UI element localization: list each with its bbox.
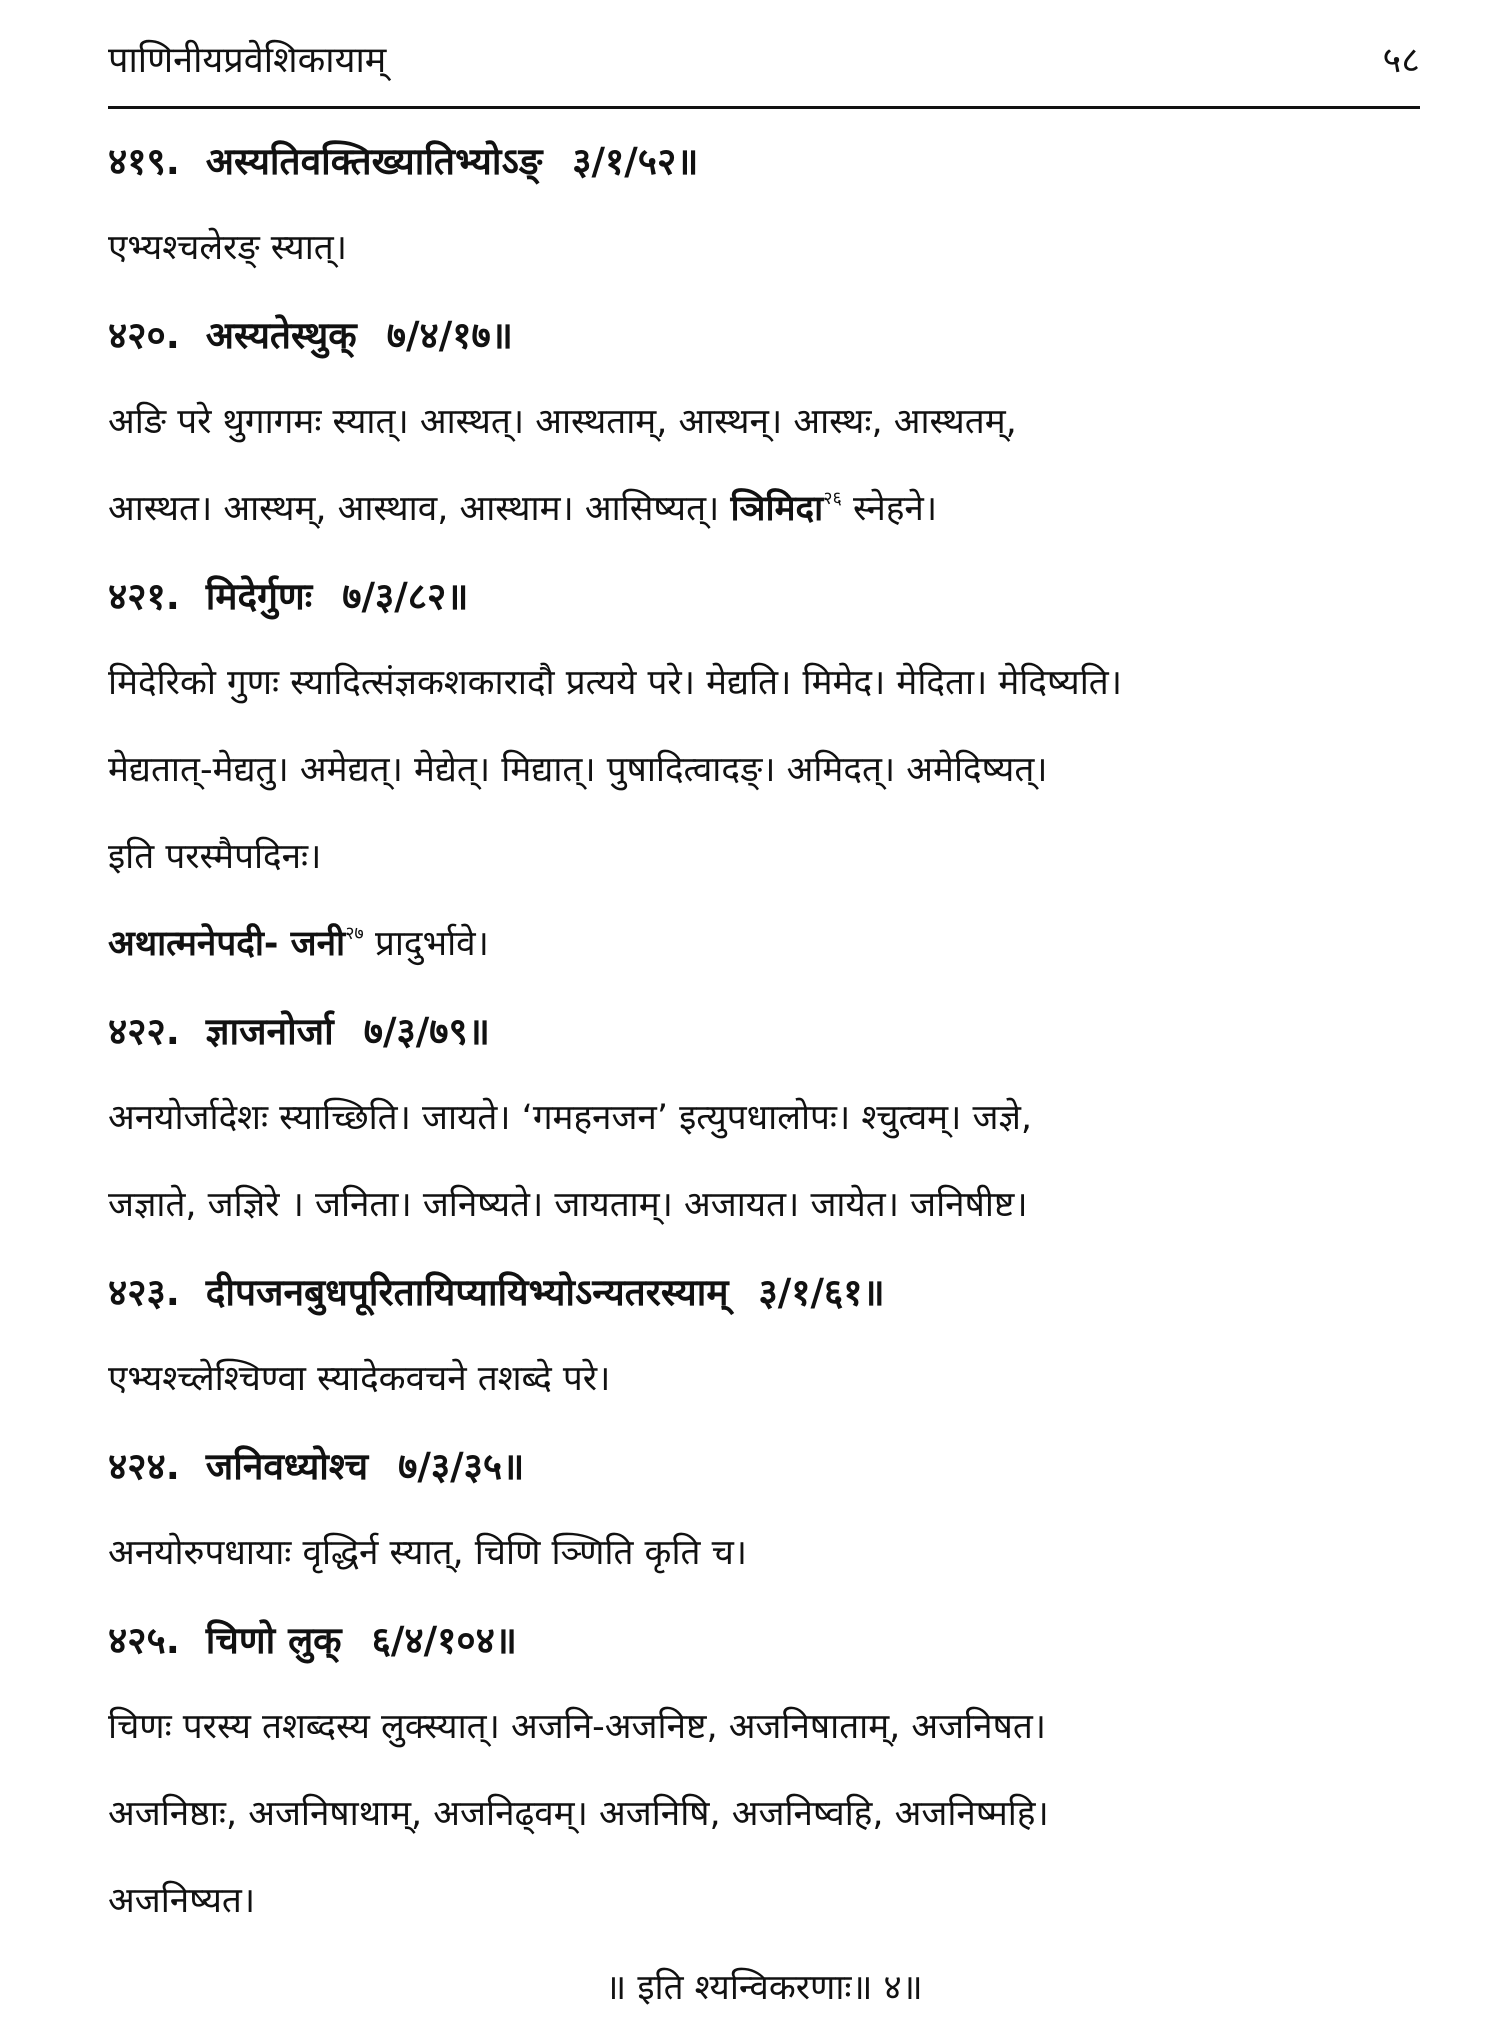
commentary-line: अजनिष्यत। [108, 1881, 256, 1921]
commentary-line: एभ्यश्च्लेश्चिण्वा स्यादेकवचने तशब्दे परे। [108, 1359, 611, 1399]
commentary-text: स्नेहने। [853, 489, 938, 529]
commentary-line: अजनिष्ठाः, अजनिषाथाम्, अजनिढ्वम्। अजनिषि, अजनिष्वहि, अजनिष्महि। [108, 1794, 1049, 1834]
sutra-reference: ७/३/७९॥ [363, 1010, 490, 1053]
commentary-text: आस्थत। आस्थम्, आस्थाव, आस्थाम। आसिष्यत्। [108, 489, 720, 529]
sutra-heading [108, 292, 1420, 379]
section-end-marker: ॥ इति श्यन्विकरणाः॥ ४॥ [605, 1968, 923, 2008]
book-title: पाणिनीयप्रवेशिकायाम् [108, 40, 387, 81]
sutra-text: दीपजनबुधपूरितायिप्यायिभ्योऽन्यतरस्याम् [205, 1271, 729, 1314]
sutra-text: जनिवध्योश्च [205, 1445, 369, 1488]
commentary-line: मेद्यतात्-मेद्यतु। अमेद्यत्। मेद्येत्। मिद्यात्। पुषादित्वादङ्। अमिदत्। अमेदिष्यत्। [108, 750, 1048, 790]
sutra-number: ४२४. [108, 1445, 180, 1488]
sutra-reference: ६/४/१०४॥ [371, 1619, 517, 1662]
commentary-line: अनयोर्जादेशः स्याच्छिति। जायते। ‘गमहनजन’ इत्युपधालोपः। श्चुत्वम्। जज्ञे, [108, 1098, 1033, 1138]
section-title: अथात्मनेपदी- जनी [108, 924, 346, 964]
commentary-line: इति परस्मैपदिनः। [108, 837, 322, 877]
sutra-reference: ३/१/६१॥ [758, 1271, 885, 1314]
sutra-reference: ७/३/८२॥ [342, 575, 469, 618]
commentary-line: एभ्यश्चलेरङ् स्यात्। [108, 228, 347, 268]
sutra-number: ४१९. [108, 140, 180, 183]
sutra-heading [108, 553, 1420, 640]
sutra-reference: ७/३/३५॥ [398, 1445, 525, 1488]
sutra-reference: ३/१/५२॥ [572, 140, 699, 183]
commentary-line [108, 466, 1420, 553]
sutra-number: ४२०. [108, 314, 180, 357]
sutra-heading [108, 1423, 1420, 1510]
sutra-number: ४२१. [108, 575, 180, 618]
dhatu-name: ञिमिदा [730, 489, 824, 529]
page-header [108, 28, 1420, 92]
page-number: ५८ [1382, 40, 1420, 81]
sutra-text: ज्ञाजनोर्जा [205, 1010, 334, 1053]
sutra-heading [108, 988, 1420, 1075]
sutra-number: ४२५. [108, 1619, 180, 1662]
commentary-line: चिणः परस्य तशब्दस्य लुक्स्यात्। अजनि-अजनिष्ट, अजनिषाताम्, अजनिषत। [108, 1707, 1047, 1747]
commentary-line: मिदेरिको गुणः स्यादित्संज्ञकशकारादौ प्रत्यये परे। मेद्यति। मिमेद। मेदिता। मेदिष्यति। [108, 663, 1122, 703]
footnote-marker: २७ [345, 923, 364, 944]
commentary-line: जज्ञाते, जज्ञिरे । जनिता। जनिष्यते। जायताम्। अजायत। जायेत। जनिषीष्ट। [108, 1185, 1028, 1225]
page [108, 28, 1420, 92]
commentary-line: अनयोरुपधायाः वृद्धिर्न स्यात्, चिणि ञ्णिति कृति च। [108, 1533, 748, 1573]
section-meaning: प्रादुर्भावे। [374, 924, 489, 964]
page-content [108, 118, 1420, 2032]
header-rule [108, 106, 1420, 109]
commentary-line: अङि परे थुगागमः स्यात्। आस्थत्। आस्थताम्, आस्थन्। आस्थः, आस्थतम्, [108, 402, 1017, 442]
sutra-reference: ७/४/१७॥ [386, 314, 513, 357]
sutra-text: चिणो लुक् [205, 1619, 342, 1662]
sutra-heading [108, 1249, 1420, 1336]
sutra-text: मिदेर्गुणः [205, 575, 313, 618]
sutra-text: अस्यतिवक्तिख्यातिभ्योऽङ् [205, 140, 543, 183]
sutra-number: ४२३. [108, 1271, 180, 1314]
footnote-marker: २६ [823, 488, 842, 509]
sutra-heading [108, 1597, 1420, 1684]
section-heading [108, 901, 1420, 988]
sutra-heading [108, 118, 1420, 205]
sutra-text: अस्यतेस्थुक् [205, 314, 357, 357]
sutra-number: ४२२. [108, 1010, 180, 1053]
